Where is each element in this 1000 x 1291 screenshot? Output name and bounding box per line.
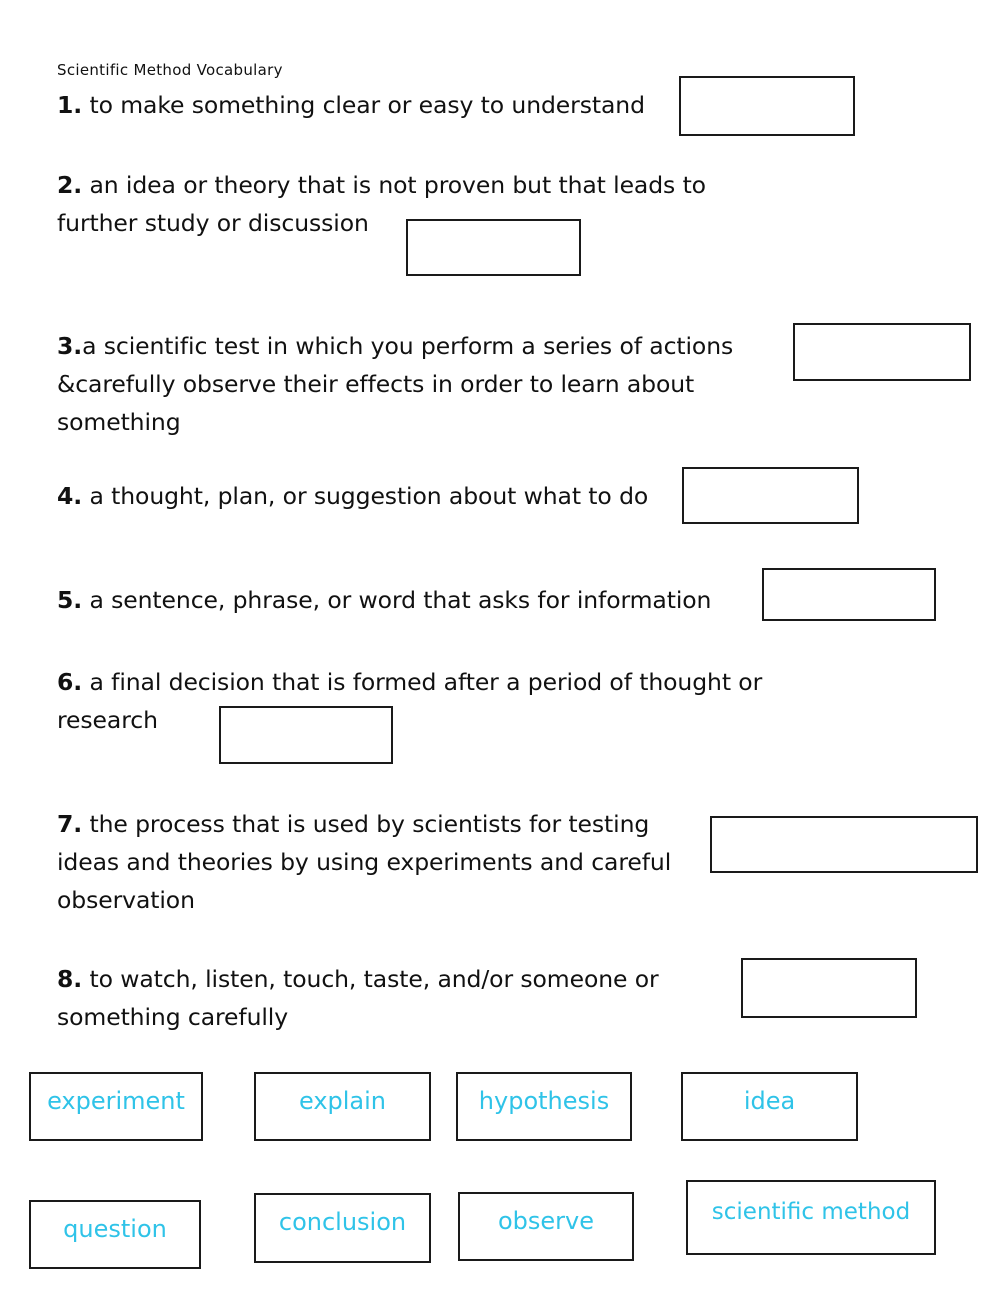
question-3-text: a scientific test in which you perform a series of actions &carefully observe their effects in order to learn about something [57,332,734,436]
word-bank-label: question [63,1214,167,1243]
question-1-number: 1. [57,91,83,119]
question-4-text: a thought, plan, or suggestion about what to do [89,482,649,510]
word-bank-item-observe[interactable] [458,1192,634,1261]
question-6-number: 6. [57,668,83,696]
word-bank-label: experiment [47,1086,185,1115]
question-1-text: to make something clear or easy to understand [89,91,645,119]
question-3 [57,327,787,441]
word-bank-label: explain [298,1086,387,1115]
question-6-text: a final decision that is formed after a period of thought or research [57,668,763,734]
question-5 [57,581,767,619]
answer-box-4[interactable] [682,467,859,524]
question-7-number: 7. [57,810,83,838]
word-bank-label: idea [743,1086,796,1115]
question-4-number: 4. [57,482,83,510]
answer-box-6[interactable] [219,706,393,764]
question-2-text: an idea or theory that is not proven but that leads to further study or discussion [57,171,706,237]
word-bank-item-hypothesis[interactable] [456,1072,632,1141]
word-bank-item-explain[interactable] [254,1072,431,1141]
word-bank-item-question[interactable] [29,1200,201,1269]
answer-box-3[interactable] [793,323,971,381]
question-4 [57,477,687,515]
answer-box-2[interactable] [406,219,581,276]
question-2-number: 2. [57,171,83,199]
word-bank-item-idea[interactable] [681,1072,858,1141]
page-title: Scientific Method Vocabulary [57,61,283,79]
question-1 [57,86,677,124]
word-bank-label: conclusion [278,1208,407,1236]
word-bank-label: scientific method [711,1198,911,1225]
question-8 [57,960,697,1036]
word-bank-item-conclusion[interactable] [254,1193,431,1263]
question-6 [57,663,797,739]
question-3-number: 3. [57,332,83,360]
question-8-number: 8. [57,965,83,993]
question-5-text: a sentence, phrase, or word that asks for information [89,586,712,614]
answer-box-7[interactable] [710,816,978,873]
answer-box-1[interactable] [679,76,855,136]
answer-box-5[interactable] [762,568,936,621]
question-8-text: to watch, listen, touch, taste, and/or someone or something carefully [57,965,659,1031]
answer-box-8[interactable] [741,958,917,1018]
question-5-number: 5. [57,586,83,614]
word-bank-item-experiment[interactable] [29,1072,203,1141]
word-bank-item-scientific-method[interactable] [686,1180,936,1255]
question-7-text: the process that is used by scientists for testing ideas and theories by using experiments and careful observation [57,810,672,914]
word-bank-label: observe [497,1206,595,1235]
question-7 [57,805,712,919]
word-bank-label: hypothesis [478,1086,610,1115]
